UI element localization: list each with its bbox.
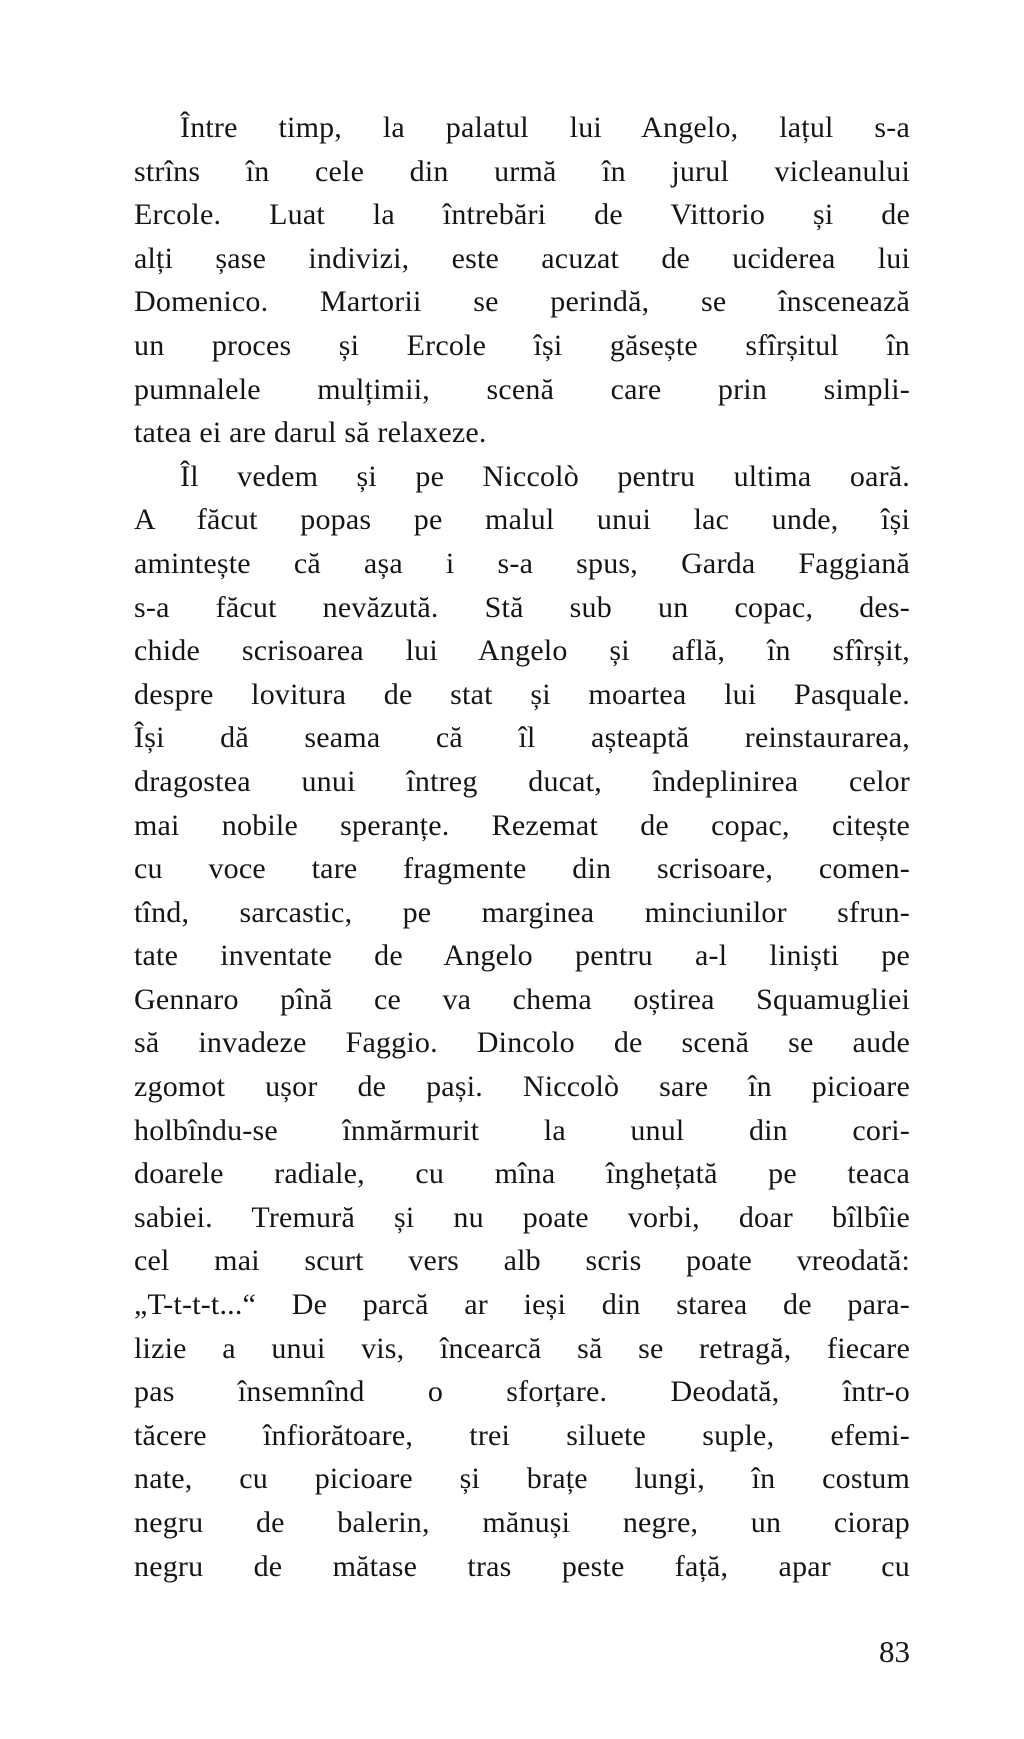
paragraph-1 [134,106,910,455]
text-line: tate inventate de Angelo pentru a-l liniști pe [134,939,910,973]
text-line: doarele radiale, cu mîna înghețată pe teaca [134,1157,910,1191]
text-line: pas însemnînd o sforțare. Deodată, într-o [134,1375,910,1409]
text-line: Gennaro pînă ce va chema oștirea Squamugliei [134,982,910,1016]
page-number: 83 [879,1634,910,1669]
text-line: holbîndu-se înmărmurit la unul din cori- [134,1113,910,1147]
text-line: tăcere înfiorătoare, trei siluete suple, efemi- [134,1418,910,1452]
text-line: mai nobile speranțe. Rezemat de copac, citește [134,808,910,842]
text-line: chide scrisoarea lui Angelo și află, în sfîrșit, [134,634,910,668]
paragraph-2 [134,455,910,1588]
text-line: Între timp, la palatul lui Angelo, lațul s-a [180,111,910,144]
text-line: tînd, sarcastic, pe marginea minciunilor sfrun- [134,895,910,929]
text-line: lizie a unui vis, încearcă să se retragă, fiecare [134,1331,910,1365]
text-line: alți șase indivizi, este acuzat de uciderea lui [134,241,910,275]
text-line: A făcut popas pe malul unui lac unde, își [134,503,910,537]
text-line: dragostea unui întreg ducat, îndeplinirea celor [134,764,910,798]
text-line: un proces și Ercole își găsește sfîrșitul în [134,328,910,362]
text-line: zgomot ușor de pași. Niccolò sare în picioare [134,1070,910,1104]
text-line: amintește că așa i s-a spus, Garda Faggiană [134,546,910,580]
text-line: sabiei. Tremură și nu poate vorbi, doar bîlbîie [134,1200,910,1234]
text-line: negru de balerin, mănuși negre, un ciorap [134,1506,910,1539]
text-line: tatea ei are darul să relaxeze. [134,416,487,450]
text-line: s-a făcut nevăzută. Stă sub un copac, des- [134,590,910,624]
text-line: negru de mătase tras peste față, apar cu [134,1549,910,1583]
text-line: cel mai scurt vers alb scris poate vreodată: [134,1244,910,1278]
text-line: pumnalele mulțimii, scenă care prin simpli- [134,372,910,406]
text-line: cu voce tare fragmente din scrisoare, comen- [134,852,910,886]
text-line: să invadeze Faggio. Dincolo de scenă se aude [134,1026,910,1060]
text-line: Își dă seama că îl așteaptă reinstaurarea, [134,721,910,755]
text-line: Domenico. Martorii se perindă, se înscenează [134,285,910,319]
text-line: despre lovitura de stat și moartea lui Pasquale. [134,677,910,711]
text-line: Îl vedem și pe Niccolò pentru ultima oară. [180,459,910,493]
page-text [134,106,910,1588]
text-line: nate, cu picioare și brațe lungi, în costum [134,1462,910,1496]
text-line: Ercole. Luat la întrebări de Vittorio și de [134,198,910,232]
text-line: strîns în cele din urmă în jurul vicleanului [134,154,910,188]
text-line: „T-t-t-t...“ De parcă ar ieși din starea de para- [134,1288,910,1322]
